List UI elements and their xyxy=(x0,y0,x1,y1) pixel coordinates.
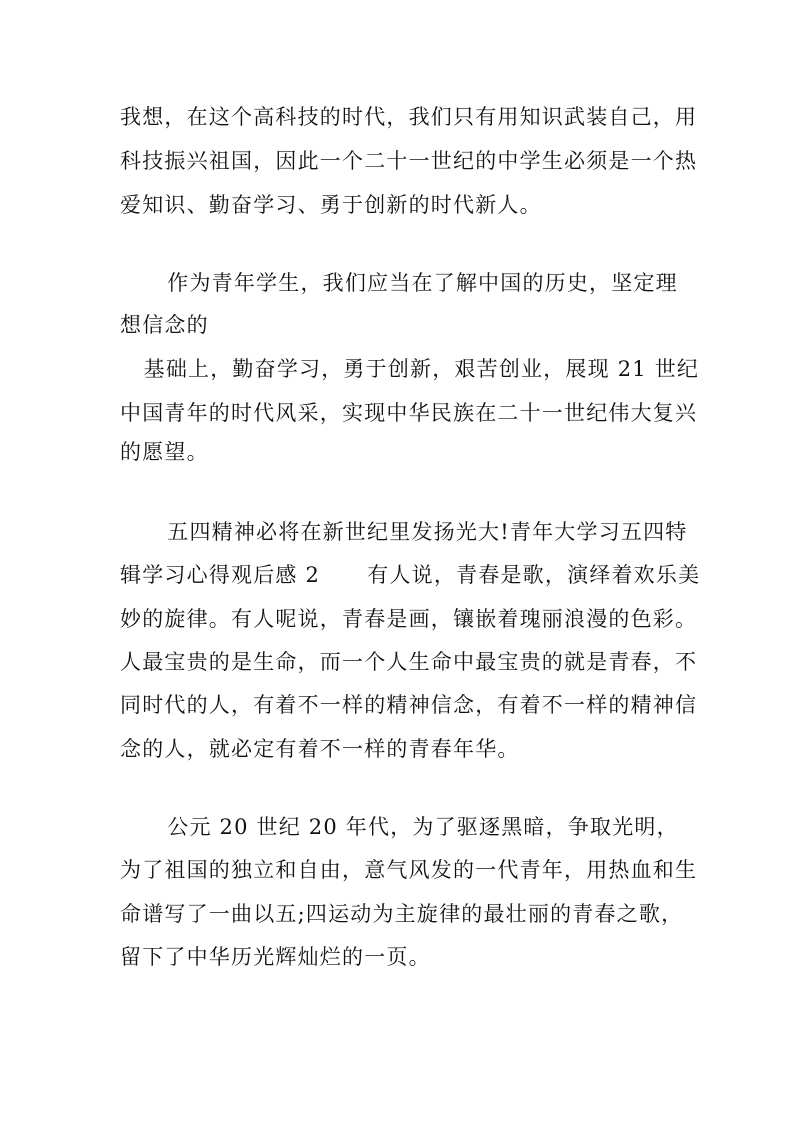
text-line: 爱知识、勤奋学习、勇于创新的时代新人。 xyxy=(120,193,542,217)
text-line: 人最宝贵的是生命，而一个人生命中最宝贵的就是青春，不 xyxy=(120,650,698,674)
text-line: 妙的旋律。有人呢说，青春是画，镶嵌着瑰丽浪漫的色彩。 xyxy=(120,607,698,631)
text-line: 科技振兴祖国，因此一个二十一世纪的中学生必须是一个热 xyxy=(120,149,698,173)
text-line: 五四精神必将在新世纪里发扬光大!青年大学习五四特 xyxy=(120,520,688,544)
text-line: 辑学习心得观后感 2 有人说，青春是歌，演绎着欢乐美 xyxy=(120,563,701,587)
text-line: 念的人，就必定有着不一样的青春年华。 xyxy=(120,737,520,761)
text-line: 基础上，勤奋学习，勇于创新，艰苦创业，展现 21 世纪 xyxy=(120,357,700,381)
text-line: 留下了中华历光辉灿烂的一页。 xyxy=(120,945,431,969)
text-line: 的愿望。 xyxy=(120,440,209,464)
text-line: 想信念的 xyxy=(120,313,209,337)
text-line: 同时代的人，有着不一样的精神信念，有着不一样的精神信 xyxy=(120,693,698,717)
text-line: 命谱写了一曲以五;四运动为主旋律的最壮丽的青春之歌， xyxy=(120,902,684,926)
text-line: 公元 20 世纪 20 年代，为了驱逐黑暗，争取光明， xyxy=(120,815,679,839)
text-line: 中国青年的时代风采，实现中华民族在二十一世纪伟大复兴 xyxy=(120,401,698,425)
text-line: 我想，在这个高科技的时代，我们只有用知识武装自己，用 xyxy=(120,105,698,129)
text-line: 作为青年学生，我们应当在了解中国的历史，坚定理 xyxy=(120,271,678,295)
text-line: 为了祖国的独立和自由，意气风发的一代青年，用热血和生 xyxy=(120,858,698,882)
